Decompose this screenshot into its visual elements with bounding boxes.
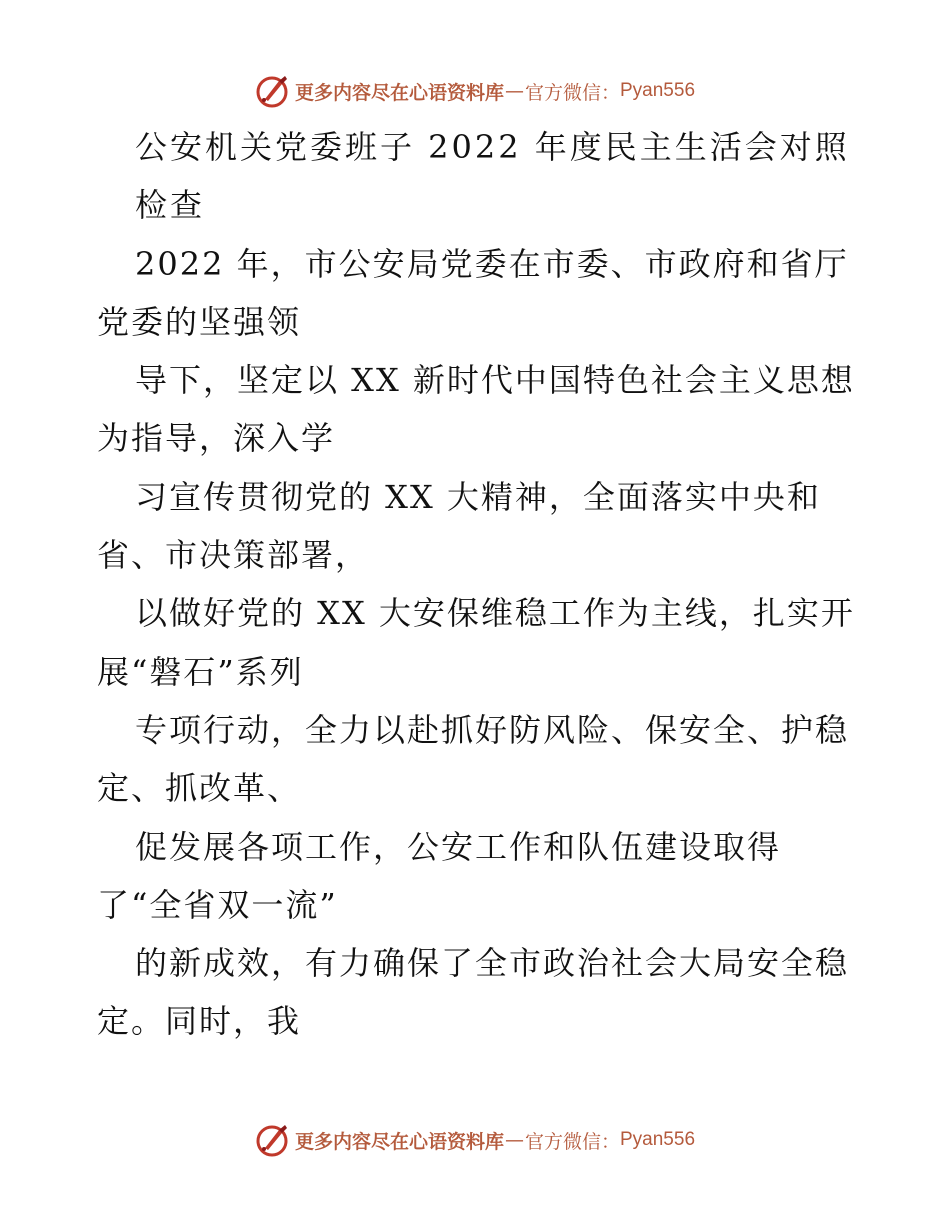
paragraph-line: 省、市决策部署， (97, 536, 370, 575)
paragraph-line: 党委的坚强领 (97, 302, 302, 341)
paragraph-line: 定、抓改革、 (97, 769, 302, 808)
banner-slogan: 更多内容尽在心语资料库 (294, 1130, 504, 1153)
header-banner (0, 71, 950, 111)
document-title-line-1: 公安机关党委班子 2022 年度民主生活会对照 (135, 128, 850, 166)
banner-separator: — (504, 80, 524, 102)
footer-banner (0, 1120, 950, 1160)
banner-separator: — (504, 1129, 524, 1151)
paragraph-line: 2022 年，市公安局党委在市委、市政府和省厅 (135, 244, 849, 283)
quill-pen-logo-icon (255, 73, 291, 109)
banner-official-label: 官方微信： (524, 1130, 620, 1153)
paragraph-line: 的新成效，有力确保了全市政治社会大局安全稳 (135, 944, 850, 983)
paragraph-line: 专项行动，全力以赴抓好防风险、保安全、护稳 (135, 710, 850, 749)
paragraph-line: 导下，坚定以 XX 新时代中国特色社会主义思想 (135, 361, 855, 400)
banner-official-label: 官方微信： (524, 81, 620, 104)
banner-wechat-id: Pyan556 (620, 80, 696, 101)
paragraph-line: 了“全省双一流” (97, 885, 338, 924)
document-body (97, 118, 867, 1051)
paragraph-line: 习宣传贯彻党的 XX 大精神，全面落实中央和 (135, 477, 821, 516)
paragraph-line: 展“磐石”系列 (97, 652, 304, 691)
banner-wechat-id: Pyan556 (620, 1129, 696, 1150)
quill-pen-logo-icon (255, 1122, 291, 1158)
paragraph-line: 促发展各项工作，公安工作和队伍建设取得 (135, 827, 782, 866)
paragraph-line: 定。同时，我 (97, 1002, 302, 1041)
banner-slogan: 更多内容尽在心语资料库 (294, 81, 504, 104)
paragraph-line: 以做好党的 XX 大安保维稳工作为主线，扎实开 (135, 594, 855, 633)
paragraph-line: 为指导，深入学 (97, 419, 336, 458)
document-title-line-2: 检查 (135, 186, 206, 225)
